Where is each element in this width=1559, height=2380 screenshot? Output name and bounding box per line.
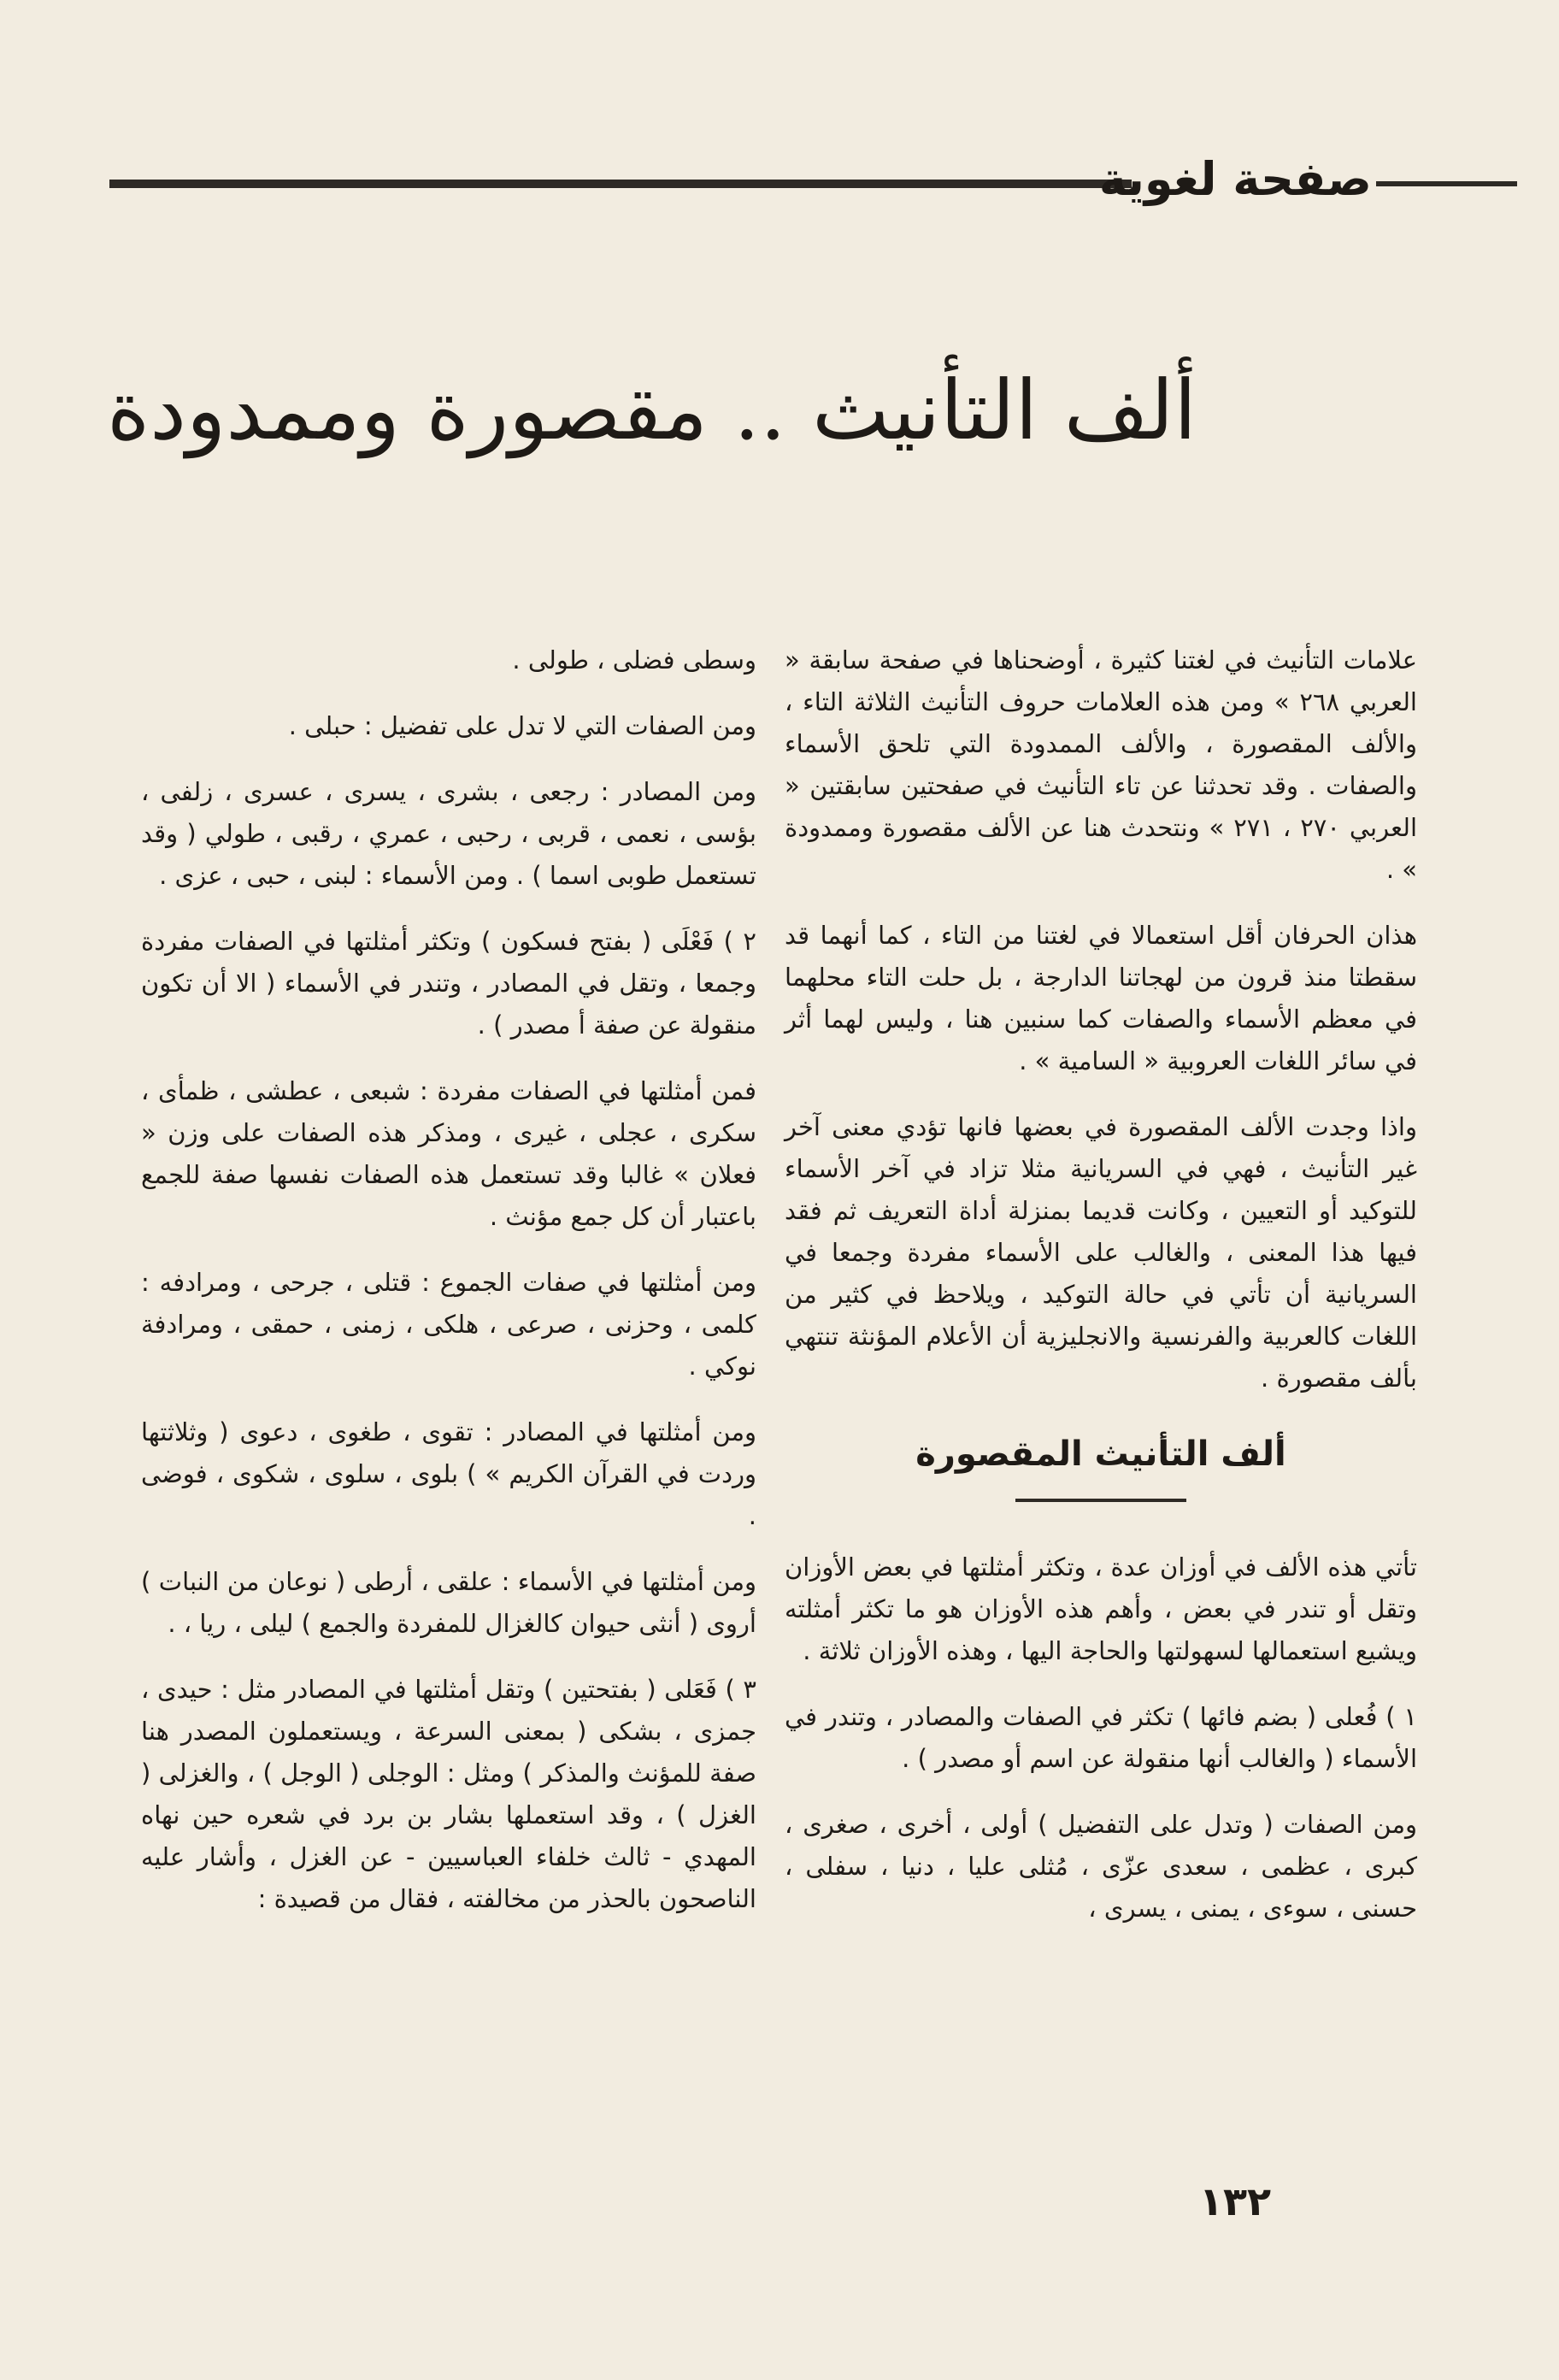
paragraph: ٣ ) فَعَلى ( بفتحتين ) وتقل أمثلتها في المصادر مثل : حيدى ، جمزى ، بشكى ( بمعنى السرعة ، ويستعملون المصدر هنا صفة للمؤنث والمذكر ) ومثل : الوجلى ( الوجل ) ، والغزلى ( الغزل ) ، وقد استعملها بشار بن برد في شعره حين نهاه المهدي - ثالث خلفاء العباسيين - عن الغزل ، وأشار عليه الناصحون بالحذر من مخالفته ، فقال من قصيدة : [141, 1675, 756, 1913]
paragraph: ومن أمثلتها في الأسماء : علقى ، أرطى ( نوعان من النبات ) أروى ( أنثى حيوان كالغزال للمفردة والجمع ) ليلى ، ريا ، . [141, 1567, 756, 1638]
paragraph: واذا وجدت الألف المقصورة في بعضها فانها تؤدي معنى آخر غير التأنيث ، فهي في السريانية مثلا تزاد في آخر الأسماء للتوكيد أو التعيين ، وكانت قديما بمنزلة أداة التعريف ثم فقد فيها هذا المعنى ، والغالب على الأسماء مفردة وجمعا في السريانية أن تأتي في حالة التوكيد ، ويلاحظ في كثير من اللغات كالعربية والفرنسية والانجليزية أن الأعلام المؤنثة تنتهي بألف مقصورة . [785, 1112, 1417, 1393]
paragraph: فمن أمثلتها في الصفات مفردة : شبعى ، عطشى ، ظمأى ، سكرى ، عجلى ، غيرى ، ومذكر هذه الصفات على وزن « فعلان » غالبا وقد تستعمل هذه الصفات نفسها صفة للجمع باعتبار أن كل جمع مؤنث . [141, 1076, 756, 1231]
paragraph: علامات التأنيث في لغتنا كثيرة ، أوضحناها في صفحة سابقة « العربي ٢٦٨ » ومن هذه العلامات حروف التأنيث الثلاثة التاء ، والألف المقصورة ، والألف الممدودة التي تلحق الأسماء والصفات . وقد تحدثنا عن تاء التأنيث في صفحتين سابقتين « العربي ٢٧٠ ، ٢٧١ » ونتحدث هنا عن الألف مقصورة وممدودة » . [785, 645, 1417, 884]
header-rule-left [109, 180, 1132, 188]
section-label: صفحة لغوية [1098, 152, 1372, 206]
paragraph: ٢ ) فَعْلَى ( بفتح فسكون ) وتكثر أمثلتها في الصفات مفردة وجمعا ، وتقل في المصادر ، وتندر في الأسماء ( الا أن تكون منقولة عن صفة أ مصدر ) . [141, 927, 756, 1040]
paragraph: ومن المصادر : رجعى ، بشرى ، يسرى ، عسرى ، زلفى ، بؤسى ، نعمى ، قربى ، رحبى ، عمري ، رقبى ، طولي ( وقد تستعمل طوبى اسما ) . ومن الأسماء : لبنى ، حبى ، عزى . [141, 777, 756, 890]
paragraph: ومن الصفات ( وتدل على التفضيل ) أولى ، أخرى ، صغرى ، كبرى ، عظمى ، سعدى عزّى ، مُثلى عليا ، دنيا ، سفلى ، حسنى ، سوءى ، يمنى ، يسرى ، [785, 1810, 1417, 1923]
paragraph: ١ ) فُعلى ( بضم فائها ) تكثر في الصفات والمصادر ، وتندر في الأسماء ( والغالب أنها منقولة عن اسم أو مصدر ) . [785, 1702, 1417, 1773]
right-column [785, 639, 1417, 1953]
page-number: ١٣٢ [1198, 2178, 1272, 2224]
subheading: ألف التأنيث المقصورة [915, 1434, 1286, 1474]
left-column [141, 639, 756, 1944]
article-title: ألف التأنيث .. مقصورة وممدودة [106, 362, 1197, 458]
paragraph: ومن أمثلتها في المصادر : تقوى ، طغوى ، دعوى ( وثلاثتها وردت في القرآن الكريم » ) بلوى ، سلوى ، شكوى ، فوضى . [141, 1417, 756, 1530]
paragraph: تأتي هذه الألف في أوزان عدة ، وتكثر أمثلتها في بعض الأوزان وتقل أو تندر في بعض ، وأهم هذه الأوزان هو ما تكثر أمثلته ويشيع استعمالها لسهولتها والحاجة اليها ، وهذه الأوزان ثلاثة . [785, 1552, 1417, 1665]
paragraph: ومن أمثلتها في صفات الجموع : قتلى ، جرحى ، ومرادفه : كلمى ، وحزنى ، صرعى ، هلكى ، زمنى ، حمقى ، ومرادفة نوكي . [141, 1268, 756, 1381]
subheading-rule [1015, 1499, 1186, 1502]
paragraph: ومن الصفات التي لا تدل على تفضيل : حبلى . [288, 711, 756, 740]
header-rule-right [1376, 181, 1517, 186]
paragraph: وسطى فضلى ، طولى . [512, 645, 756, 675]
paragraph: هذان الحرفان أقل استعمالا في لغتنا من التاء ، كما أنهما قد سقطتا منذ قرون من لهجاتنا الدارجة ، بل حلت التاء محلهما في معظم الأسماء والصفات كما سنبين هنا ، وليس لهما أثر في سائر اللغات العروبية « السامية » . [785, 921, 1417, 1075]
